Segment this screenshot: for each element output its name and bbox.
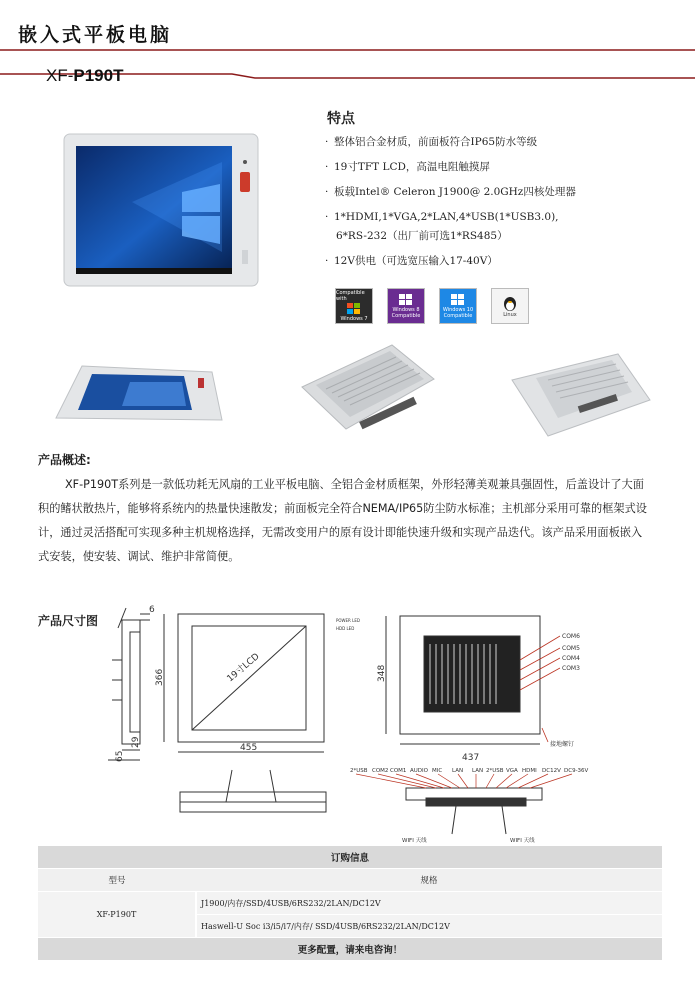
dim-side-depth: 29 [131,736,141,748]
dim-side-width: 65 [115,750,125,762]
overview-title: 产品概述: [38,453,91,467]
front-view [164,614,324,752]
document-title: 嵌入式平板电脑 [18,24,173,46]
dim-front-width: 455 [240,743,258,753]
hdd-led-label: HDD LED [336,626,355,631]
dim-rear-height: 348 [377,664,387,682]
table-row [38,892,662,915]
spec-cell: J1900/内存/SSD/4USB/6RS232/2LAN/DC12V [196,892,662,915]
overview-text: XF-P190T系列是一款低功耗无风扇的工业平板电脑、全铝合金材质框架，外形轻薄美观兼具强固性，后盖设计了大面积的鳍状散热片，能够将系统内的热量快速散发；前面板完全符合NEMA/IP65防尘防水标准；主机部分采用可靠的框架式设计，通过灵活搭配可实现多种主机规格选择，无需改变用户的原有设计即能快速升级和实现产品迭代。该产品采用面板嵌入式安装，使安装、调试、维护非常简便。 [38,478,647,563]
port-label: LAN [452,768,464,774]
spec-cell: Haswell-U Soc i3/i5/i7/内存/ SSD/4USB/6RS232/2LAN/DC12V [196,915,662,938]
table-footer: 更多配置，请来电咨询！ [38,938,662,961]
features-list [325,134,685,278]
windows7-logo: Compatible with Windows 7 [335,288,373,324]
table-header-row [38,869,662,892]
power-led-label: POWER LED [336,618,360,623]
port-label: VGA [506,768,518,774]
product-front-photo [62,132,260,288]
model-title [46,66,123,86]
order-info-table [38,846,662,961]
port-label: 2*USB [486,768,504,774]
linux-logo: Linux [491,288,529,324]
features-title: 特点 [327,111,355,127]
wifi-left-label: WIFI 天线 [402,838,427,844]
com5-label: COM5 [562,645,580,652]
dimensions-title: 产品尺寸图 [38,614,99,628]
windows10-logo: Windows 10 Compatible [439,288,477,324]
table-title: 订购信息 [38,846,662,869]
port-label: COM2 [372,768,389,774]
side-view [108,608,150,760]
windows8-logo: Windows 8 Compatible [387,288,425,324]
port-label: DC9-36V [564,768,589,774]
dim-rear-width: 437 [462,753,480,763]
bottom-view-right [406,788,542,834]
port-label: MIC [432,768,443,774]
model-name: P190T [73,66,124,85]
ground-screw-label: 接地螺钉 [550,741,575,748]
dim-side-top: 6 [149,605,155,615]
port-label: AUDIO [410,768,428,774]
wifi-right-label: WIFI 天线 [510,838,535,844]
lcd-size-label: 19寸LCD [225,651,262,685]
product-rear-photo-1 [296,337,438,435]
column-header-model: 型号 [38,869,196,892]
dimension-drawing-bottom [176,762,616,846]
rear-view [386,616,540,744]
feature-item: · 12V供电（可选宽压输入17-40V） [325,255,498,267]
com6-label: COM6 [562,633,580,640]
bottom-view-left [180,770,326,812]
port-label: COM1 [390,768,407,774]
feature-item: · 板载Intel® Celeron J1900@ 2.0GHz四核处理器 [325,186,576,198]
model-cell: XF-P190T [38,892,196,938]
model-prefix: XF- [46,66,74,85]
dim-front-height: 366 [155,668,165,686]
feature-item: · 1*HDMI,1*VGA,2*LAN,4*USB(1*USB3.0), [325,211,559,223]
product-rear-photo-2 [508,350,654,440]
feature-item: · 19寸TFT LCD，高温电阻触摸屏 [325,161,490,173]
port-label: DC12V [542,768,561,774]
feature-item-continued: 6*RS-232（出厂前可选1*RS485） [336,230,508,242]
product-angle-photo [52,362,224,430]
port-label: 2*USB [350,768,368,774]
column-header-spec: 规格 [196,869,662,892]
feature-item: · 整体铝合金材质，前面板符合IP65防水等级 [325,136,538,148]
com3-label: COM3 [562,665,580,672]
table-title-row [38,846,662,869]
table-footer-row [38,938,662,961]
os-logo-row [335,288,529,324]
dimension-drawing-top [100,600,660,775]
com4-label: COM4 [562,655,580,662]
port-label: HDMI [522,768,537,774]
port-label: LAN [472,768,484,774]
